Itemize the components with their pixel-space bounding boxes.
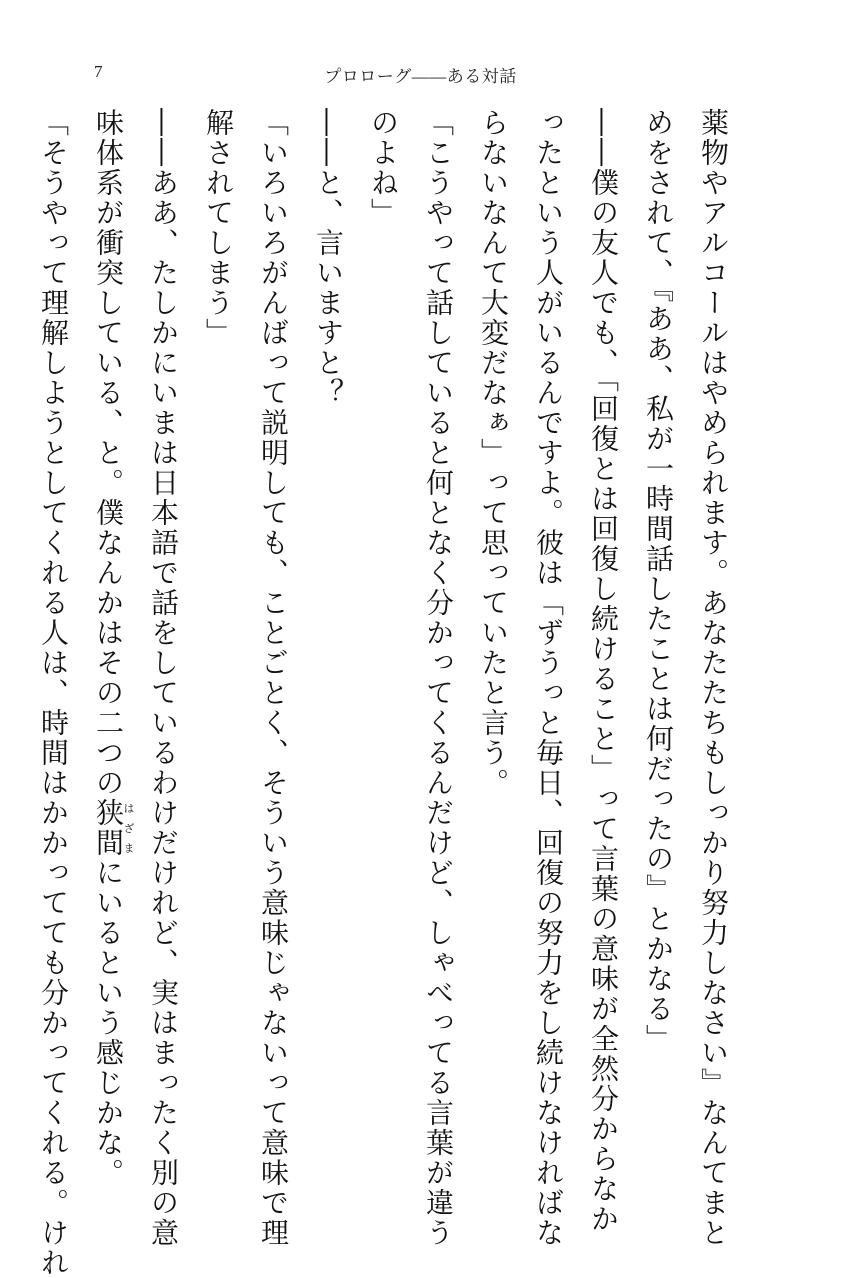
text-line: 「こうやって話していると何となく分かってくるんだけど、しゃべってる言葉が違う: [422, 108, 455, 1248]
text-line: 「そうやって理解しようとしてくれる人は、時間はかかってても分かってくれる。けれ: [37, 108, 70, 1278]
text-segment: にいるという感じかな。: [92, 858, 125, 1188]
text-line: らないなんて大変だなぁ」って思っていたと言う。: [477, 108, 510, 798]
running-header: プロローグ——ある対話: [324, 67, 517, 86]
text-segment: 味体系が衝突している、と。僕なんかはその二つの: [92, 108, 125, 798]
text-line: 解されてしまう」: [202, 108, 235, 348]
text-line: めをされて、『ああ、私が一時間話したことは何だったの』とかなる」: [642, 108, 675, 1054]
ruby-annotation: [92, 798, 135, 858]
text-line: ――と、言いますと？: [312, 108, 345, 408]
page-number: 7: [94, 62, 103, 81]
text-line-with-ruby: [81, 108, 136, 1188]
text-line: ったという人がいるんですよ。彼は「ずうっと毎日、回復の努力をし続けなければな: [532, 108, 565, 1248]
text-line: ――僕の友人でも、「回復とは回復し続けること」って言葉の意味が全然分からなか: [587, 108, 620, 1234]
text-line: のよね」: [367, 108, 400, 228]
text-line: 薬物やアルコールはやめられます。あなたたちもしっかり努力しなさい』なんてまと: [697, 108, 730, 1248]
ruby-base: 狭間: [92, 798, 125, 858]
ruby-reading: はざま: [122, 798, 135, 858]
vertical-body-text: [26, 108, 741, 1278]
text-line: ――ああ、たしかにいまは日本語で話をしているわけだけれど、実はまったく別の意: [147, 108, 180, 1248]
text-line: 「いろいろがんばって説明しても、ことごとく、そういう意味じゃないって意味で理: [257, 108, 290, 1248]
